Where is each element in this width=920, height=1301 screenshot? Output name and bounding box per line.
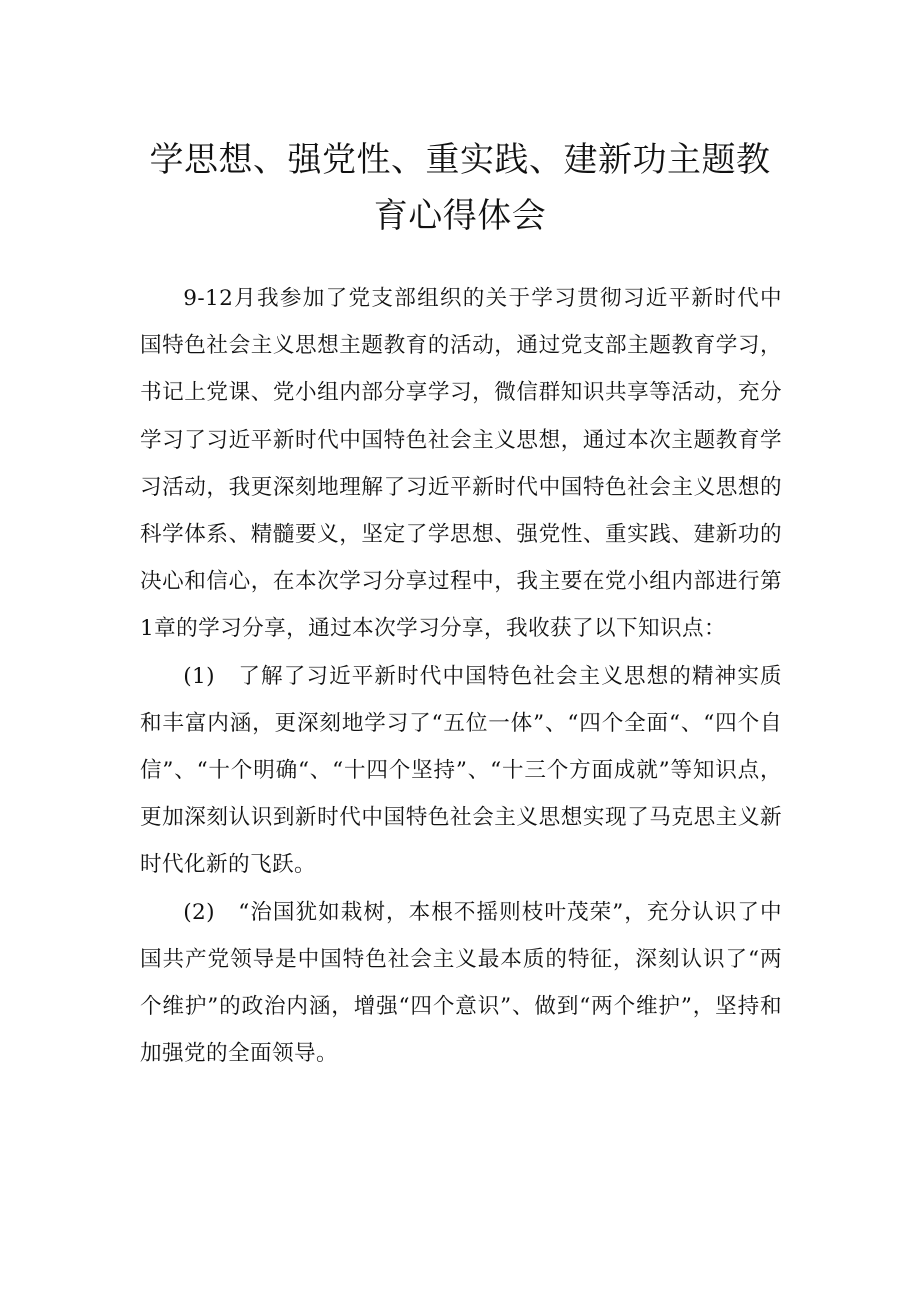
document-title: 学思想、强党性、重实践、建新功主题教育心得体会 [149,140,771,236]
paragraph-point-1: (1) 了解了习近平新时代中国特色社会主义思想的精神实质和丰富内涵，更深刻地学习了“五位一体”、“四个全面“、“四个自信”、“十个明确“、“十四个坚持”、“十三个方面成就”等知识点，更加深刻认识到新时代中国特色社会主义思想实现了马克思主义新时代化新的飞跃。 [140,663,782,878]
document-body [140,275,782,1077]
paragraph-point-2: (2) “治国犹如栽树，本根不摇则枝叶茂荣”，充分认识了中国共产党领导是中国特色社会主义最本质的特征，深刻认识了“两个维护”的政治内涵，增强“四个意识”、做到“两个维护”，坚持和加强党的全面领导。 [140,899,782,1067]
paragraph-intro: 9-12月我参加了党支部组织的关于学习贯彻习近平新时代中国特色社会主义思想主题教育的活动，通过党支部主题教育学习，书记上党课、党小组内部分享学习，微信群知识共享等活动，充分学习了习近平新时代中国特色社会主义思想，通过本次主题教育学习活动，我更深刻地理解了习近平新时代中国特色社会主义思想的科学体系、精髓要义，坚定了学思想、强党性、重实践、建新功的决心和信心，在本次学习分享过程中，我主要在党小组内部进行第1章的学习分享，通过本次学习分享，我收获了以下知识点： [140,286,782,642]
